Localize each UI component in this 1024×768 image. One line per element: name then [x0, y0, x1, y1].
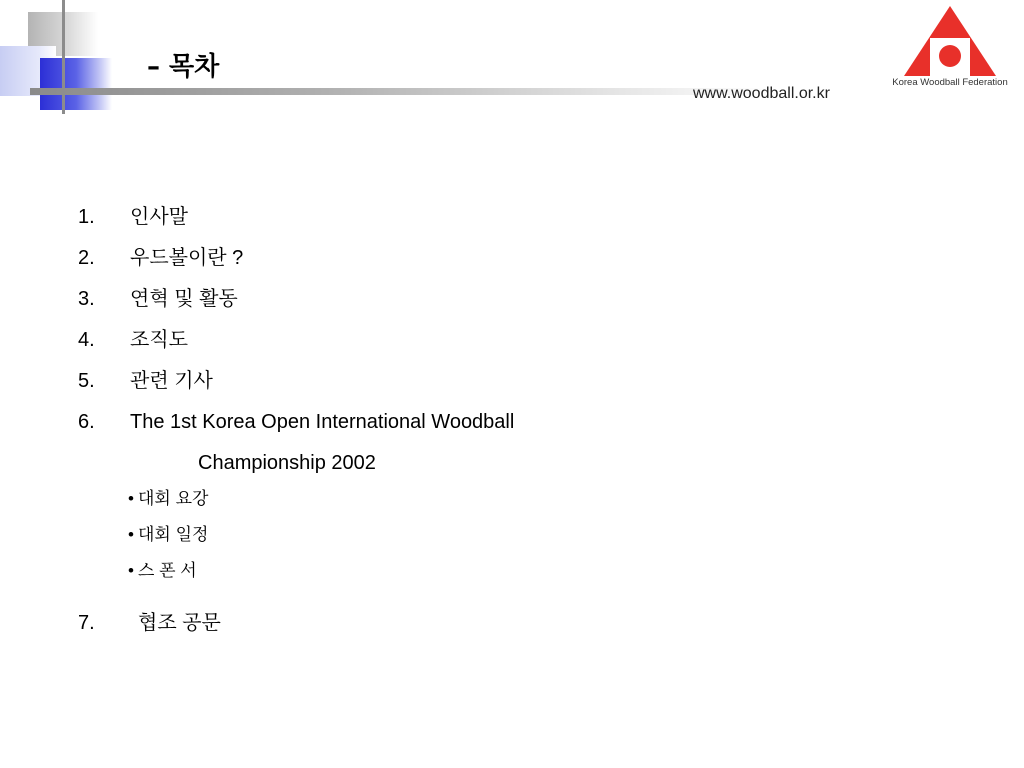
toc-subitem [78, 484, 978, 520]
toc-subitem-text: 스 폰 서 [138, 561, 197, 580]
toc-subitem [78, 520, 978, 556]
federation-logo [880, 4, 1020, 90]
toc-item-continuation-text: Championship 2002 [198, 452, 376, 474]
toc-item [78, 241, 978, 282]
toc-item [78, 323, 978, 364]
toc-item-number: 6. [78, 411, 95, 433]
slide-title: – 목차 [147, 52, 220, 82]
toc-subitem [78, 556, 978, 592]
toc-item-text: The 1st Korea Open International Woodball [130, 411, 515, 433]
toc-item-number: 7. [78, 612, 95, 634]
logo-caption: Korea Woodball Federation [892, 77, 1008, 88]
toc-item [78, 364, 978, 405]
toc-item-number: 2. [78, 247, 95, 269]
toc-item-text: 관련 기사 [130, 370, 213, 392]
toc-item [78, 282, 978, 323]
toc-item-number: 4. [78, 329, 95, 351]
website-url: www.woodball.or.kr [693, 85, 830, 102]
toc-item-text: 조직도 [130, 329, 188, 351]
toc-item-text: 인사말 [130, 206, 188, 228]
toc-item-number: 1. [78, 206, 95, 228]
toc-item-text: 우드볼이란 ? [130, 247, 244, 269]
header-rule [30, 88, 770, 95]
toc-item [78, 200, 978, 241]
toc-item-number: 5. [78, 370, 95, 392]
bullet-icon: • [128, 489, 134, 508]
toc-item-text: 협조 공문 [138, 612, 221, 634]
toc-item-text: 연혁 및 활동 [130, 288, 238, 310]
decor-blue-square [40, 58, 112, 110]
toc-item [78, 405, 978, 446]
table-of-contents [78, 200, 978, 647]
woodball-federation-logo-icon [902, 4, 998, 78]
bullet-icon: • [128, 561, 134, 580]
decor-vertical-rule [62, 0, 65, 114]
toc-subitem-text: 대회 일정 [138, 525, 209, 544]
toc-item-number: 3. [78, 288, 95, 310]
bullet-icon: • [128, 525, 134, 544]
toc-subitem-text: 대회 요강 [138, 489, 209, 508]
toc-item [78, 606, 978, 647]
toc-item-continuation [78, 446, 978, 484]
